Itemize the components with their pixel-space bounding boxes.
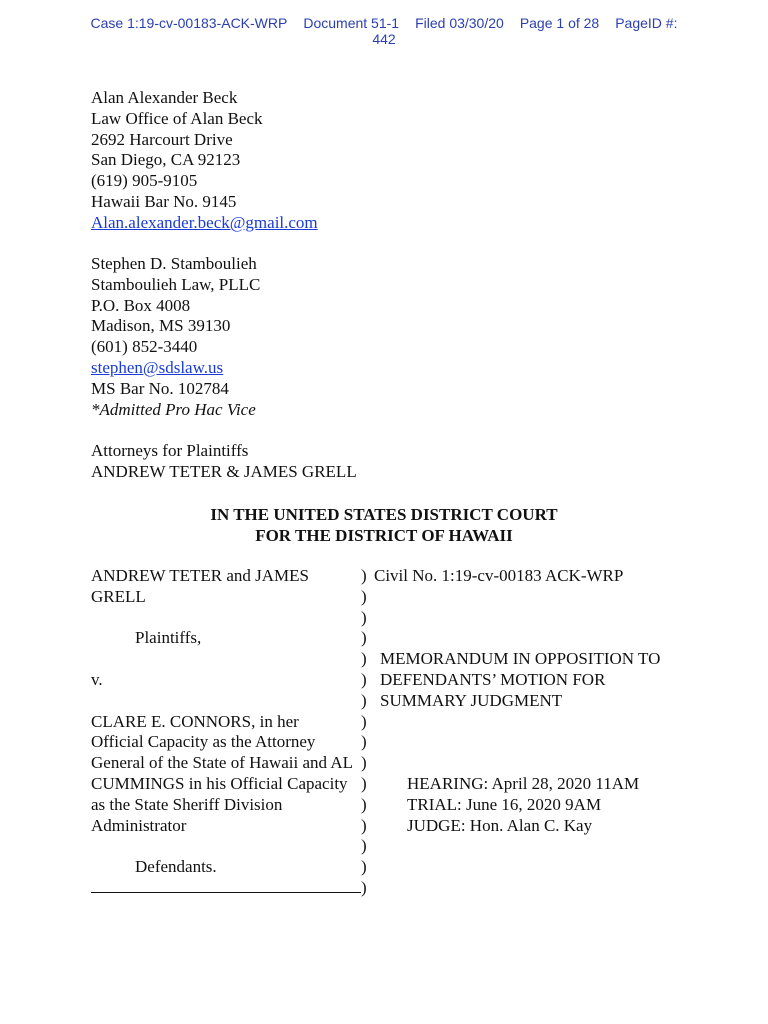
caption-paren: ) [361, 649, 367, 669]
attorney-2-block [91, 254, 260, 420]
trial-date: TRIAL: June 16, 2020 9AM [407, 794, 602, 814]
caption-paren: ) [361, 628, 367, 648]
memo-title-line-3: SUMMARY JUDGMENT [380, 690, 563, 710]
caption-parties [91, 566, 361, 899]
attorney-2-box: P.O. Box 4008 [91, 295, 191, 315]
plaintiffs-names: ANDREW TETER & JAMES GRELL [91, 461, 357, 481]
caption-paren: ) [361, 836, 367, 856]
hearing-date: HEARING: April 28, 2020 11AM [407, 773, 640, 793]
caption-left-line: CLARE E. CONNORS, in her [91, 711, 299, 731]
versus-label: v. [91, 669, 103, 689]
attorney-1-name: Alan Alexander Beck [91, 88, 238, 107]
court-title-line-2: FOR THE DISTRICT OF HAWAII [255, 526, 513, 545]
attorney-1-street: 2692 Harcourt Drive [91, 129, 233, 149]
caption-underline [91, 878, 361, 893]
civil-number: Civil No. 1:19-cv-00183 ACK-WRP [374, 566, 624, 585]
defendants-label: Defendants. [135, 857, 217, 877]
caption-paren: ) [361, 711, 367, 731]
caption-left-line: GRELL [91, 586, 146, 606]
document-number: Document 51-1 [303, 15, 400, 31]
caption-paren: ) [361, 857, 367, 877]
caption-left-line: General of the State of Hawaii and AL [91, 753, 353, 773]
memo-title-line-1: MEMORANDUM IN OPPOSITION TO [380, 649, 661, 669]
caption-paren: ) [361, 607, 367, 627]
caption-left-line: CUMMINGS in his Official Capacity [91, 773, 348, 793]
caption-left-line [91, 649, 361, 670]
caption-left-line [91, 691, 361, 712]
caption-paren: ) [361, 566, 367, 585]
pageid-label: PageID #: [615, 15, 678, 31]
judge-name: JUDGE: Hon. Alan C. Kay [407, 815, 593, 835]
attorney-1-firm: Law Office of Alan Beck [91, 108, 263, 128]
caption-paren: ) [361, 773, 367, 793]
attorney-2-phone: (601) 852-3440 [91, 337, 198, 357]
attorney-1-block [91, 88, 318, 234]
case-number: Case 1:19-cv-00183-ACK-WRP [90, 15, 288, 31]
memo-title-line-2: DEFENDANTS’ MOTION FOR [380, 669, 606, 689]
caption-left-line [91, 608, 361, 629]
plaintiffs-label: Plaintiffs, [135, 628, 202, 648]
attorney-1-phone: (619) 905-9105 [91, 171, 198, 191]
caption-paren: ) [361, 586, 367, 606]
attorney-2-city: Madison, MS 39130 [91, 316, 231, 336]
page-count: Page 1 of 28 [519, 15, 600, 31]
caption-paren: ) [361, 690, 367, 710]
attorney-2-bar: MS Bar No. 102784 [91, 378, 229, 398]
caption-paren: ) [361, 669, 367, 689]
ecf-header [0, 15, 768, 47]
caption-document-info [372, 566, 702, 836]
caption-left-line: Administrator [91, 815, 187, 835]
caption-paren: ) [361, 794, 367, 814]
attorney-2-firm: Stamboulieh Law, PLLC [91, 274, 261, 294]
attorney-1-bar: Hawaii Bar No. 9145 [91, 191, 237, 211]
attorneys-for-block [91, 441, 357, 483]
caption-paren: ) [361, 732, 367, 752]
caption-left-line: Official Capacity as the Attorney [91, 732, 316, 752]
court-title-line-1: IN THE UNITED STATES DISTRICT COURT [210, 505, 558, 524]
caption-left-line [91, 836, 361, 857]
attorney-1-email-link[interactable]: Alan.alexander.beck@gmail.com [91, 212, 318, 232]
caption-paren: ) [361, 815, 367, 835]
pageid-number: 442 [372, 31, 396, 47]
caption-paren: ) [361, 753, 367, 773]
caption-left-line: as the State Sheriff Division [91, 794, 283, 814]
caption-paren: ) [361, 877, 367, 897]
court-title [0, 504, 768, 546]
caption-parentheses [361, 566, 371, 899]
attorney-2-email-link[interactable]: stephen@sdslaw.us [91, 357, 224, 377]
attorneys-for-label: Attorneys for Plaintiffs [91, 441, 249, 460]
attorney-2-name: Stephen D. Stamboulieh [91, 254, 257, 273]
pro-hac-vice-note: *Admitted Pro Hac Vice [91, 399, 256, 419]
filed-date: Filed 03/30/20 [415, 15, 504, 31]
attorney-1-city: San Diego, CA 92123 [91, 150, 241, 170]
caption-left-line: ANDREW TETER and JAMES [91, 566, 310, 585]
